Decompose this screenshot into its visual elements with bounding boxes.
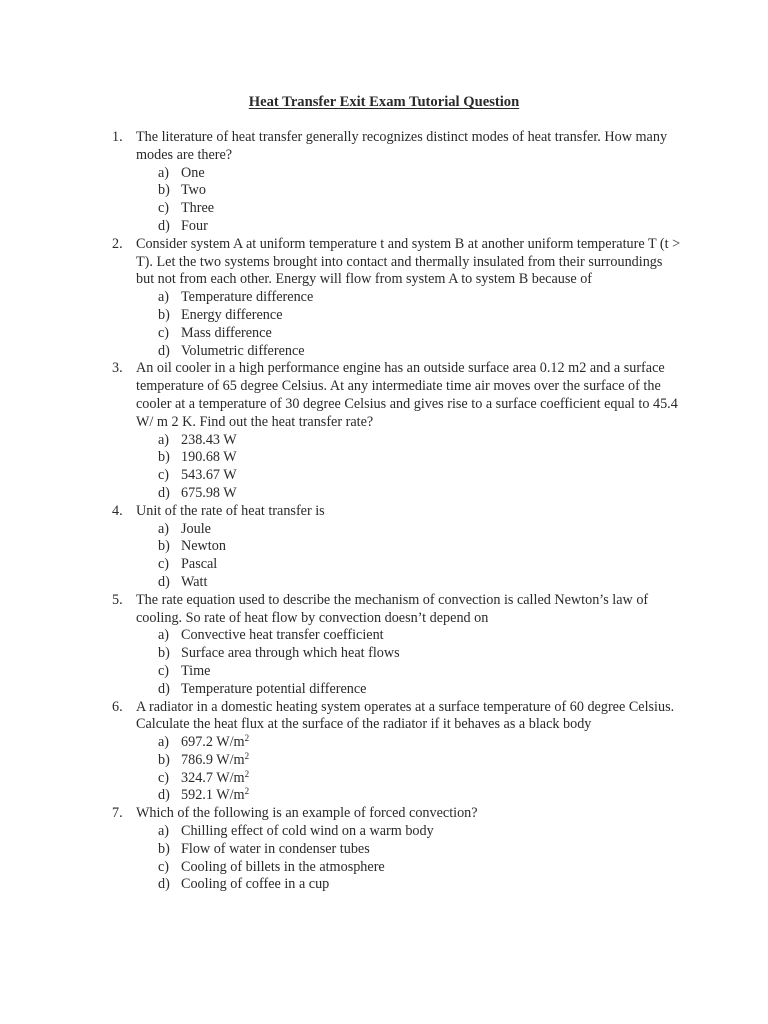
- option: [136, 218, 681, 236]
- option-letter: b): [158, 449, 170, 466]
- option-letter: b): [158, 840, 170, 857]
- option-text: 675.98 W: [181, 484, 237, 501]
- option-letter: b): [158, 645, 170, 662]
- option-text: 324.7 W/m: [181, 769, 245, 786]
- option-text: Two: [181, 182, 207, 199]
- option-list: [136, 823, 681, 894]
- option-list: [136, 734, 681, 805]
- option: [136, 574, 681, 592]
- question-text: Unit of the rate of heat transfer is: [136, 502, 325, 519]
- option-letter: c): [158, 662, 170, 679]
- option-text: 238.43 W: [181, 431, 237, 448]
- option-list: [136, 432, 681, 503]
- option-letter: c): [158, 324, 170, 341]
- option-text: Flow of water in condenser tubes: [181, 840, 370, 857]
- option-text: 592.1 W/m: [181, 787, 245, 804]
- option-letter: d): [158, 217, 170, 234]
- question-text: Which of the following is an example of forced convection?: [136, 805, 478, 822]
- option-text: Three: [181, 200, 215, 217]
- question-text: The rate equation used to describe the mechanism of convection is called Newton’s law of cooling. So rate of heat flow by convection doesn’t depend on: [136, 591, 649, 626]
- option: [136, 449, 681, 467]
- option: [136, 307, 681, 325]
- option-letter: c): [158, 858, 170, 875]
- option-text: Chilling effect of cold wind on a warm body: [181, 823, 434, 840]
- option: [136, 538, 681, 556]
- option: [136, 165, 681, 183]
- option: [136, 841, 681, 859]
- option-letter: a): [158, 520, 170, 537]
- option-text: Watt: [181, 573, 208, 590]
- option: [136, 663, 681, 681]
- option-letter: d): [158, 484, 170, 501]
- question-number: 6.: [112, 698, 123, 715]
- option-text: Pascal: [181, 556, 218, 573]
- option: [136, 787, 681, 805]
- option-text: Mass difference: [181, 324, 272, 341]
- document-title: [0, 92, 768, 112]
- option: [136, 876, 681, 894]
- option-text: 190.68 W: [181, 449, 237, 466]
- superscript: 2: [244, 768, 250, 779]
- question-text: An oil cooler in a high performance engine has an outside surface area 0.12 m2 and a surface temperature of 65 degree Celsius. At any intermediate time air moves over the surface of the cooler at a temperature of 30 degree Celsius and gives rise to a surface coefficient equal to 45.4 W/ m 2 K. Find out the heat transfer rate?: [136, 360, 678, 430]
- option: [136, 200, 681, 218]
- option-text: 786.9 W/m: [181, 751, 245, 768]
- option-text: Volumetric difference: [181, 342, 305, 359]
- question-5: [0, 592, 681, 699]
- option: [136, 823, 681, 841]
- option-text: One: [181, 164, 205, 181]
- option: [136, 627, 681, 645]
- option-letter: b): [158, 182, 170, 199]
- option-letter: a): [158, 627, 170, 644]
- option-letter: a): [158, 164, 170, 181]
- option: [136, 859, 681, 877]
- question-2: [0, 236, 681, 361]
- option-text: Surface area through which heat flows: [181, 645, 400, 662]
- option-letter: a): [158, 823, 170, 840]
- question-number: 3.: [112, 360, 123, 377]
- option-text: Energy difference: [181, 306, 283, 323]
- option: [136, 752, 681, 770]
- option-text: Convective heat transfer coefficient: [181, 627, 384, 644]
- question-number: 4.: [112, 502, 123, 519]
- option-text: 543.67 W: [181, 467, 237, 484]
- question-number: 5.: [112, 591, 123, 608]
- question-text: A radiator in a domestic heating system operates at a surface temperature of 60 degree Celsius. Calculate the heat flux at the surface of the radiator if it behaves as a black body: [136, 698, 675, 733]
- option-text: Temperature difference: [181, 289, 314, 306]
- option: [136, 182, 681, 200]
- option-text: Four: [181, 217, 208, 234]
- option: [136, 432, 681, 450]
- option: [136, 485, 681, 503]
- option-text: Cooling of billets in the atmosphere: [181, 858, 385, 875]
- option-letter: d): [158, 573, 170, 590]
- option-text: Cooling of coffee in a cup: [181, 876, 330, 893]
- question-1: [0, 129, 681, 236]
- option: [136, 770, 681, 788]
- question-7: [0, 805, 681, 894]
- option-text: Newton: [181, 538, 226, 555]
- option: [136, 734, 681, 752]
- question-text: The literature of heat transfer generally recognizes distinct modes of heat transfer. How many modes are there?: [136, 129, 668, 163]
- superscript: 2: [244, 786, 250, 797]
- option-text: Time: [181, 662, 211, 679]
- option-letter: d): [158, 876, 170, 893]
- question-list: [0, 129, 768, 894]
- option-letter: c): [158, 769, 170, 786]
- option-list: [136, 289, 681, 360]
- question-number: 2.: [112, 235, 123, 252]
- option-letter: d): [158, 680, 170, 697]
- option-text: Temperature potential difference: [181, 680, 367, 697]
- option-letter: d): [158, 787, 170, 804]
- document-title-text: Heat Transfer Exit Exam Tutorial Question: [248, 94, 520, 110]
- option-letter: b): [158, 538, 170, 555]
- option: [136, 325, 681, 343]
- question-6: [0, 699, 681, 806]
- option: [136, 556, 681, 574]
- option-text: 697.2 W/m: [181, 734, 245, 751]
- option-letter: a): [158, 431, 170, 448]
- question-text: Consider system A at uniform temperature t and system B at another uniform temperature T (t > T). Let the two systems brought into contact and thermally insulated from their surroundings but not from each other. Energy will flow from system A to system B because of: [136, 235, 681, 288]
- question-number: 7.: [112, 805, 123, 822]
- option-list: [136, 627, 681, 698]
- option-list: [136, 521, 681, 592]
- option: [136, 467, 681, 485]
- option: [136, 521, 681, 539]
- option-list: [136, 165, 681, 236]
- option-letter: b): [158, 306, 170, 323]
- question-number: 1.: [112, 129, 123, 145]
- option-letter: b): [158, 751, 170, 768]
- question-3: [0, 360, 681, 502]
- option-letter: c): [158, 556, 170, 573]
- option-letter: c): [158, 467, 170, 484]
- option: [136, 645, 681, 663]
- option: [136, 343, 681, 361]
- option: [136, 289, 681, 307]
- superscript: 2: [244, 750, 250, 761]
- option-letter: d): [158, 342, 170, 359]
- option-letter: a): [158, 289, 170, 306]
- option: [136, 681, 681, 699]
- option-letter: c): [158, 200, 170, 217]
- option-letter: a): [158, 734, 170, 751]
- question-4: [0, 503, 681, 592]
- option-text: Joule: [181, 520, 211, 537]
- superscript: 2: [244, 733, 250, 744]
